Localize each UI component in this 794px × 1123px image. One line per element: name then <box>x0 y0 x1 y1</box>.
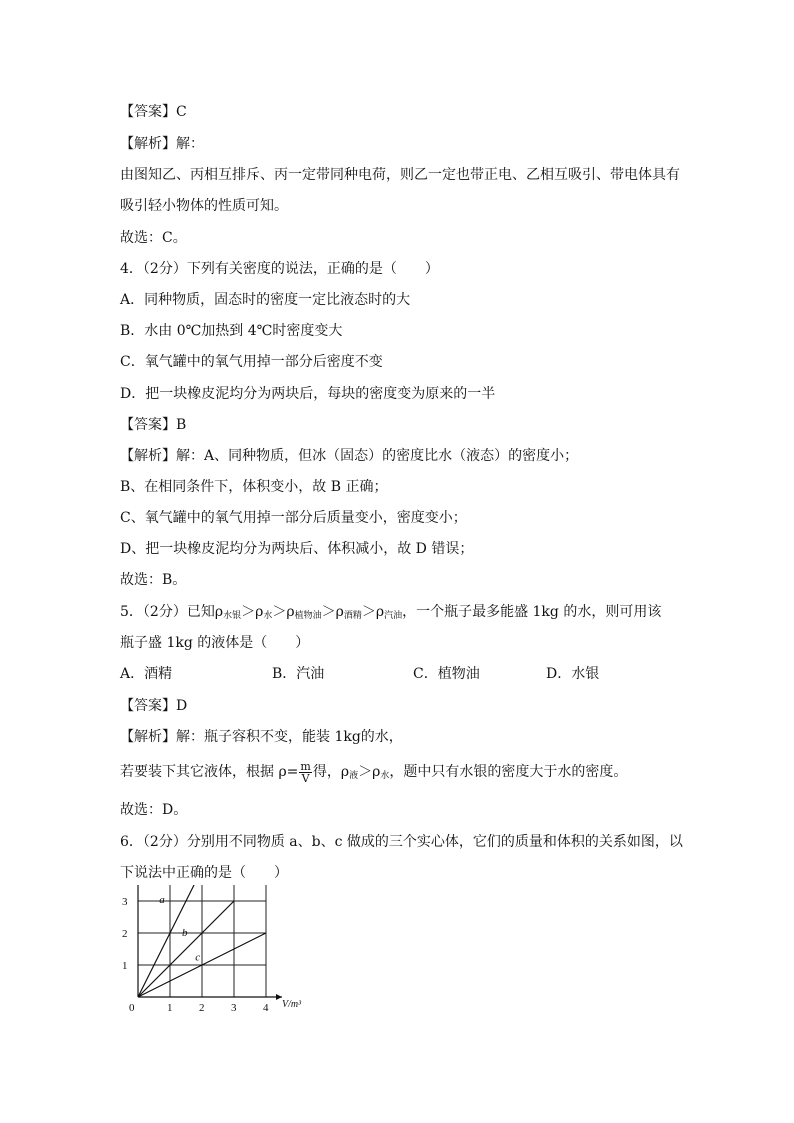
greater-than: ＞ <box>361 604 376 620</box>
q3-analysis-line: 由图知乙、丙相互排斥、丙一定带同种电荷，则乙一定也带正电、乙相互吸引、带电体具有 <box>120 167 680 183</box>
rho-subscript: 汽油 <box>384 611 403 621</box>
q5-formula-mid: 得，ρ <box>312 764 350 780</box>
greater-than: ＞ <box>241 604 256 620</box>
q5-stem-suffix: ，一个瓶子最多能盛 1kg 的水，则可用该 <box>402 604 662 620</box>
q3-answer: 【答案】C <box>120 104 187 120</box>
density-fraction <box>299 761 311 784</box>
q4-analysis-line: D、把一块橡皮泥均分为两块后、体积减小，故 D 错误； <box>120 541 474 557</box>
rho-subscript: 水 <box>263 611 273 621</box>
rho-subscript: 水 <box>380 771 390 781</box>
q5-answer: 【答案】D <box>120 698 188 714</box>
q3-analysis-line: 吸引轻小物体的性质可知。 <box>120 198 288 214</box>
mass-volume-chart <box>110 885 320 1015</box>
rho-subscript: 植物油 <box>294 611 322 621</box>
q5-stem-prefix: 5．（2分）已知 <box>120 604 215 620</box>
greater-than: ＞ <box>272 604 287 620</box>
rho-subscript: 液 <box>349 771 359 781</box>
rho-symbol: ρ <box>375 604 385 620</box>
q3-conclusion: 故选：C。 <box>120 230 187 246</box>
q5-analysis-line: 【解析】解：瓶子容积不变，能装 1kg的水， <box>120 729 403 745</box>
q5-option-a: A．酒精 <box>120 666 173 682</box>
rho-subscript: 酒精 <box>343 611 362 621</box>
rho-subscript: 水银 <box>223 611 242 621</box>
series-label-b: b <box>182 927 188 939</box>
q5-option-b: B．汽油 <box>272 666 325 682</box>
y-tick-label: 2 <box>122 928 128 940</box>
greater-than: ＞ <box>321 604 336 620</box>
q4-option-b: B．水由 0℃加热到 4℃时密度变大 <box>120 323 343 339</box>
x-tick-label: 4 <box>263 1002 269 1014</box>
greater-than: ＞ <box>358 764 373 780</box>
q5-option-d: D．水银 <box>546 666 600 682</box>
rho-symbol: ρ <box>255 604 264 620</box>
q5-stem <box>120 603 661 625</box>
q4-analysis-line: 【解析】解：A、同种物质，但冰（固态）的密度比水（液态）的密度小； <box>120 448 579 464</box>
q6-stem-line2: 下说法中正确的是（ ） <box>120 865 288 881</box>
q5-option-c: C．植物油 <box>413 666 480 682</box>
q4-analysis-line: B、在相同条件下，体积变小，故 B 正确； <box>120 479 388 495</box>
q5-conclusion: 故选：D。 <box>120 802 188 818</box>
x-tick-label: 2 <box>199 1002 205 1014</box>
series-label-c: c <box>195 951 201 964</box>
q4-analysis-line: C、氧气罐中的氧气用掉一部分后质量变小，密度变小； <box>120 510 467 526</box>
x-tick-label: 3 <box>231 1002 237 1014</box>
q5-stem-line2: 瓶子盛 1kg 的液体是（ ） <box>120 635 310 651</box>
series-label-a: a <box>159 894 165 906</box>
q4-answer: 【答案】B <box>120 417 187 433</box>
q4-option-a: A．同种物质，固态时的密度一定比液态时的大 <box>120 292 411 308</box>
rho-symbol: ρ <box>286 604 295 620</box>
chart-axes <box>135 885 282 1000</box>
series-line-b <box>138 901 234 997</box>
x-axis-title: V/m³ <box>282 999 302 1010</box>
q4-conclusion: 故选：B。 <box>120 572 187 588</box>
rho-symbol: ρ <box>372 764 381 780</box>
q3-analysis-head: 【解析】解： <box>120 136 204 152</box>
q4-stem: 4．（2分）下列有关密度的说法，正确的是（ ） <box>120 261 439 277</box>
x-tick-label: 0 <box>129 1002 135 1014</box>
fraction-numerator: m <box>300 759 311 773</box>
q5-formula-prefix: 若要装下其它液体，根据 ρ= <box>120 764 299 780</box>
rho-symbol: ρ <box>214 604 224 620</box>
q5-formula-suffix: ，题中只有水银的密度大于水的密度。 <box>389 764 628 780</box>
rho-symbol: ρ <box>335 604 344 620</box>
q4-option-d: D．把一块橡皮泥均分为两块后，每块的密度变为原来的一半 <box>120 386 496 402</box>
y-tick-label: 3 <box>122 896 128 908</box>
q6-stem: 6．（2分）分别用不同物质 a、b、c 做成的三个实心体，它们的质量和体积的关系如图，以 <box>120 834 683 850</box>
q5-analysis-formula-line <box>120 760 627 788</box>
fraction-denominator: V <box>301 771 310 785</box>
chart-grid <box>138 885 266 997</box>
chart-labels <box>122 885 302 1014</box>
q4-option-c: C．氧气罐中的氧气用掉一部分后密度不变 <box>120 354 383 370</box>
x-tick-label: 1 <box>167 1002 173 1014</box>
y-tick-label: 1 <box>122 960 128 972</box>
